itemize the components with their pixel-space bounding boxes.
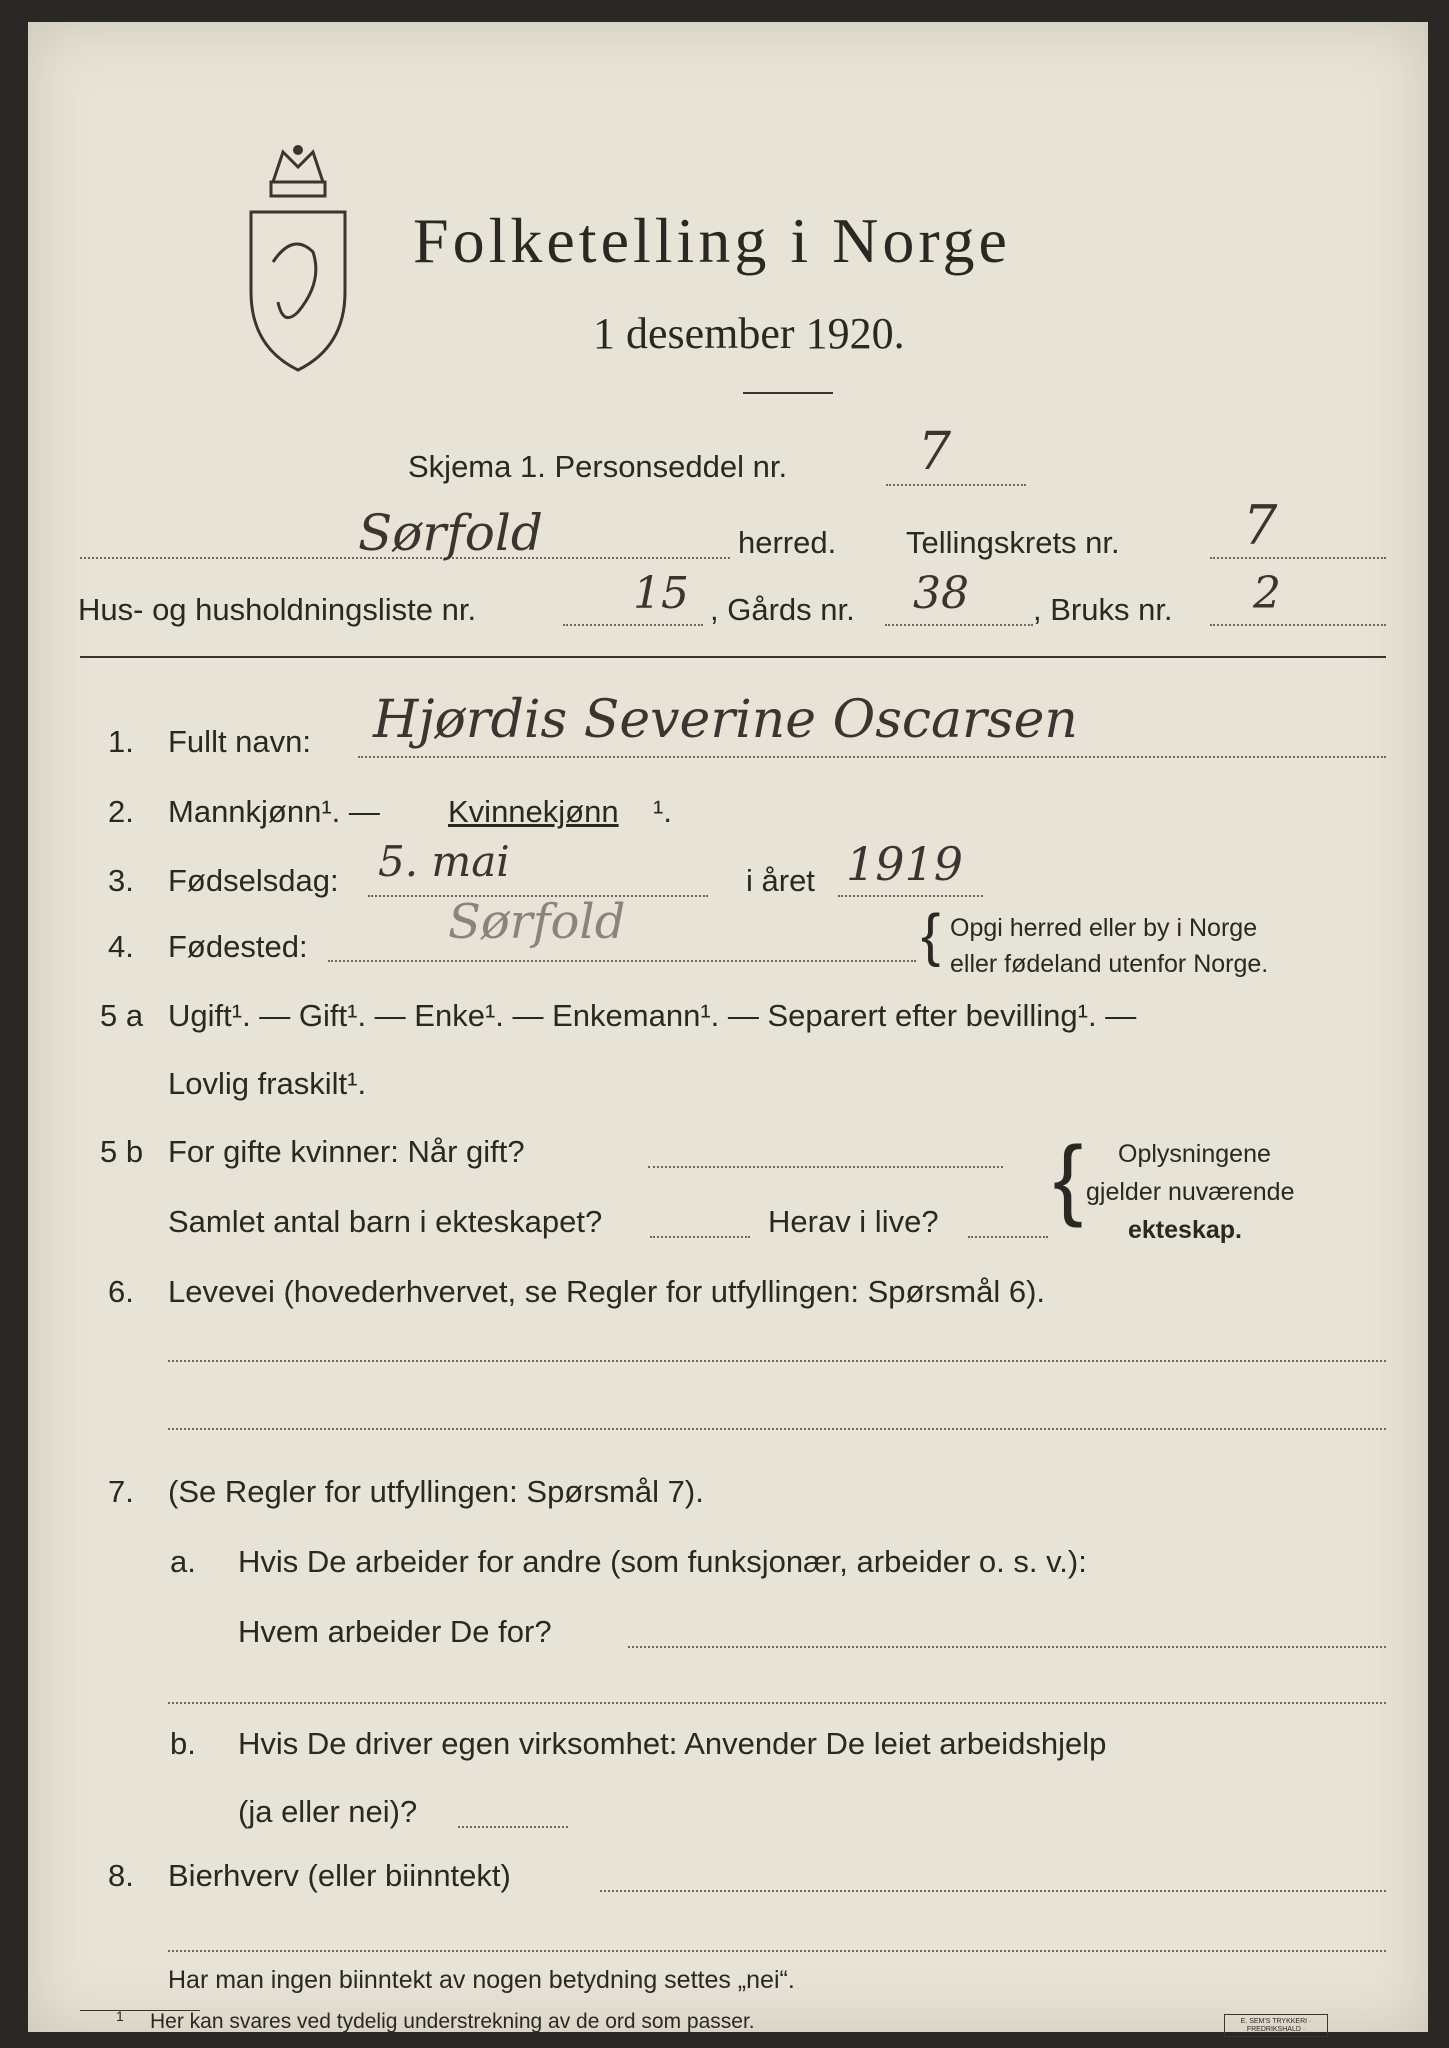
- q4-brace: {: [921, 903, 941, 968]
- skjema-label: Skjema 1. Personseddel nr.: [408, 449, 788, 484]
- q5b-number: 5 b: [100, 1134, 144, 1169]
- q6-number: 6.: [108, 1274, 134, 1309]
- census-date: 1 desember 1920.: [593, 309, 905, 358]
- q3-year: 1919: [846, 837, 964, 891]
- coat-of-arms-icon: [243, 142, 353, 374]
- q7-text: (Se Regler for utfyllingen: Spørsmål 7).: [168, 1474, 704, 1509]
- q5a-text-2: Lovlig fraskilt¹.: [168, 1066, 367, 1101]
- q5b-line-3: [968, 1236, 1048, 1238]
- q7b-line: [458, 1826, 568, 1828]
- q5b-line-1: [648, 1166, 1003, 1168]
- gards-line: [885, 624, 1033, 626]
- title-divider: [743, 392, 833, 394]
- q8-note: Har man ingen biinntekt av nogen betydning settes „nei“.: [168, 1966, 795, 1994]
- q4-note-2: eller fødeland utenfor Norge.: [950, 950, 1269, 978]
- tellingskrets-line: [1210, 557, 1386, 559]
- q3-number: 3.: [108, 863, 134, 898]
- q2-female-underlined: Kvinnekjønn: [448, 794, 619, 829]
- q5b-brace: {: [1053, 1129, 1084, 1229]
- census-form-page: [28, 22, 1428, 2032]
- herred-value: Sørfold: [358, 504, 543, 562]
- q4-number: 4.: [108, 929, 134, 964]
- q3-birthday: 5. mai: [378, 837, 510, 886]
- gards-nr: 38: [913, 568, 969, 619]
- personseddel-line: [886, 484, 1026, 486]
- q5b-label-2: Samlet antal barn i ekteskapet?: [168, 1204, 603, 1239]
- q5b-label-3: Herav i live?: [768, 1204, 939, 1239]
- q6-line-1: [168, 1360, 1386, 1362]
- q3-label: Fødselsdag:: [168, 863, 339, 898]
- q5b-line-2: [650, 1236, 750, 1238]
- bruks-nr: 2: [1253, 568, 1281, 619]
- q5b-note-2: gjelder nuværende: [1086, 1178, 1295, 1206]
- q8-line-1: [600, 1890, 1386, 1892]
- q2-male: Mannkjønn¹. —: [168, 794, 380, 829]
- q7a-number: a.: [170, 1544, 196, 1579]
- footnote-text: Her kan svares ved tydelig understrekning av de ord som passer.: [150, 2010, 755, 2033]
- q5b-note-1: Oplysningene: [1118, 1140, 1271, 1168]
- q8-number: 8.: [108, 1858, 134, 1893]
- printer-mark: E. SEM'S TRYKKERI · FREDRIKSHALD ·: [1224, 2014, 1328, 2037]
- bruks-label: , Bruks nr.: [1033, 592, 1173, 627]
- husliste-nr: 15: [633, 568, 689, 619]
- q5b-label: For gifte kvinner: Når gift?: [168, 1134, 525, 1169]
- gards-label: , Gårds nr.: [710, 592, 855, 627]
- q2-number: 2.: [108, 794, 134, 829]
- q1-number: 1.: [108, 724, 134, 759]
- q7a-line-1: [628, 1646, 1386, 1648]
- q7a-line-2: [168, 1702, 1386, 1704]
- q4-birthplace: Sørfold: [448, 894, 626, 950]
- q5a-number: 5 a: [100, 998, 144, 1033]
- q7-number: 7.: [108, 1474, 134, 1509]
- q4-note-1: Opgi herred eller by i Norge: [950, 914, 1258, 942]
- q8-text: Bierhverv (eller biinntekt): [168, 1858, 511, 1893]
- q7b-number: b.: [170, 1726, 196, 1761]
- q7b-text: Hvis De driver egen virksomhet: Anvender De leiet arbeidshjelp: [238, 1726, 1107, 1761]
- q3-year-line: [838, 895, 983, 897]
- bruks-line: [1210, 624, 1386, 626]
- q4-label: Fødested:: [168, 929, 308, 964]
- q5a-text: Ugift¹. — Gift¹. — Enke¹. — Enkemann¹. — Separert efter bevilling¹. —: [168, 998, 1137, 1033]
- q3-year-label: i året: [746, 863, 815, 898]
- q7a-text: Hvis De arbeider for andre (som funksjonær, arbeider o. s. v.):: [238, 1544, 1087, 1579]
- q1-full-name: Hjørdis Severine Oscarsen: [373, 690, 1078, 750]
- q7a-text-2: Hvem arbeider De for?: [238, 1614, 552, 1649]
- header-rule: [80, 656, 1386, 658]
- q5b-note-3: ekteskap.: [1128, 1216, 1242, 1244]
- husliste-line: [563, 624, 703, 626]
- herred-label: herred.: [738, 525, 837, 560]
- q8-line-2: [168, 1950, 1386, 1952]
- personseddel-nr: 7: [918, 422, 952, 482]
- page-title: Folketelling i Norge: [413, 205, 1011, 276]
- husliste-label: Hus- og husholdningsliste nr.: [78, 592, 477, 627]
- q4-line: [328, 960, 916, 962]
- footnote-number: 1: [116, 2008, 124, 2024]
- q1-line: [358, 756, 1386, 758]
- tellingskrets-label: Tellingskrets nr.: [906, 525, 1120, 560]
- q6-text: Levevei (hovederhvervet, se Regler for utfyllingen: Spørsmål 6).: [168, 1274, 1046, 1309]
- q2-female-sup: ¹.: [653, 794, 672, 829]
- q6-line-2: [168, 1428, 1386, 1430]
- q7b-text-2: (ja eller nei)?: [238, 1794, 418, 1829]
- tellingskrets-nr: 7: [1243, 494, 1278, 557]
- q1-label: Fullt navn:: [168, 724, 312, 759]
